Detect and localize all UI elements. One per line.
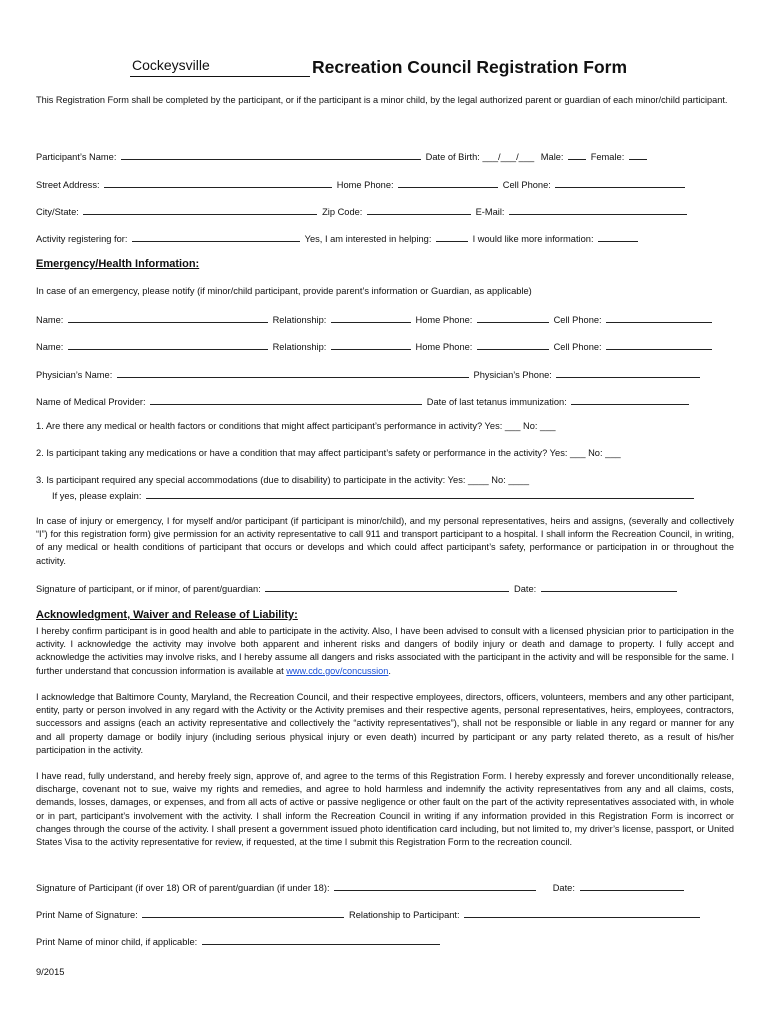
form-title: Recreation Council Registration Form xyxy=(312,57,628,77)
physician-row xyxy=(36,368,702,380)
participant-name-input[interactable] xyxy=(121,150,421,160)
question-3: 3. Is participant required any special accommodations (due to disability) to participate in the activity: Yes: ____ No: ____ xyxy=(36,475,530,485)
waiver-p1-end: . xyxy=(388,665,391,676)
participant-name-label: Participant’s Name: xyxy=(36,152,117,162)
email-input[interactable] xyxy=(509,205,687,215)
emergency-notify-text: In case of an emergency, please notify (if minor/child participant, provide parent’s information or Guardian, as applicable) xyxy=(36,286,532,296)
waiver-signature-input[interactable] xyxy=(334,881,536,891)
female-label: Female: xyxy=(590,152,625,162)
relationship-to-participant-label: Relationship to Participant: xyxy=(349,910,460,920)
contact2-name-input[interactable] xyxy=(68,340,268,350)
contact2-name-label: Name: xyxy=(36,342,64,352)
tetanus-label: Date of last tetanus immunization: xyxy=(426,397,567,407)
question-3-explain-input[interactable] xyxy=(146,489,694,499)
emergency-signature-input[interactable] xyxy=(265,582,509,592)
participant-name-row xyxy=(36,150,649,162)
email-label: E-Mail: xyxy=(475,207,505,217)
dob-label: Date of Birth: xyxy=(425,152,480,162)
waiver-p1-text: I hereby confirm participant is in good health and able to participate in the activity. Also, I have been advised to consult with a licensed physician prior to participation in the activity. I acknowledge the activity may involve both apparent and inherent risks and dangers of bodily injury or death and damage to property. I fully accept and acknowledge the activities may involve risks, and I hereby assume all dangers and risks associated with the participant in the activity and will be responsible for the same. I further understand that concussion information is available at xyxy=(36,626,734,676)
contact1-name-input[interactable] xyxy=(68,313,268,323)
provider-label: Name of Medical Provider: xyxy=(36,397,146,407)
question-2: 2. Is participant taking any medications or have a condition that may affect participant’s safety or performance in the activity? Yes: ___ No: ___ xyxy=(36,448,621,458)
waiver-date-label: Date: xyxy=(552,883,575,893)
more-info-label: I would like more information: xyxy=(472,234,594,244)
male-input[interactable] xyxy=(568,150,586,160)
emergency-consent-text: In case of injury or emergency, I for myself and/or participant (if participant is minor/child), and my personal representatives, heirs and assigns, (severally and collectively “I”) for this registration form) give permission for an activity representative to call 911 and transport participant to a hospital. I shall inform the Recreation Council, in writing, of any medical or health conditions of participant that occurs or develops and which could affect participant’s safety, performance or participation in or throughout the activity. xyxy=(36,516,734,566)
waiver-paragraph-1 xyxy=(36,625,734,678)
provider-row xyxy=(36,395,691,407)
street-row xyxy=(36,178,687,190)
activity-label: Activity registering for: xyxy=(36,234,128,244)
relationship-to-participant-input[interactable] xyxy=(464,908,700,918)
waiver-paragraph-3: I have read, fully understand, and hereby freely sign, approve of, and agree to the terms of this Registration Form. I hereby expressly and forever unconditionally release, discharge, covenant not to sue, waive my rights and remedies, and agree to hold harmless and indemnify the activity representatives from any and all claims, costs, demands, losses, damages, or expenses, and from all acts of active or passive negligence or other fault on the part of the activity representatives associated with, in whole or in part, participant’s involvement with the activity. I shall inform the Recreation Council in writing if any information provided in this Registration Form is incorrect or changes through the course of the activity. I shall present a government issued photo identification card including, but not limited to, my driver’s license, passport, or United States Visa to the activity representative for review, if requested, at the time I submit this Registration Form to the recreation council. xyxy=(36,771,734,848)
contact1-row xyxy=(36,313,714,325)
revision-date: 9/2015 xyxy=(36,967,65,977)
emergency-date-input[interactable] xyxy=(541,582,677,592)
dob-input[interactable]: ___/___/___ xyxy=(482,152,535,162)
waiver-paragraph-2: I acknowledge that Baltimore County, Maryland, the Recreation Council, and their respective employees, directors, officers, volunteers, members and any other participant, entity, party or person involved in any regard with the Activity or the Activity premises and their respective agents, personal representatives, heirs, employees, contractors, successors and assigns (each an activity representative and collectively the “activity representatives”), shall not be responsible or liable in any regard or manner for any and all property damage or bodily injury (including serious physical injury or even death) incurred by participant or any party related thereto, as a result of his/her participation in the activity. xyxy=(36,692,734,755)
emergency-date-label: Date: xyxy=(514,584,537,594)
waiver-date-input[interactable] xyxy=(580,881,684,891)
print-name-input[interactable] xyxy=(142,908,344,918)
location-value: Cockeysville xyxy=(132,57,210,73)
home-phone-input[interactable] xyxy=(398,178,498,188)
waiver-heading: Acknowledgment, Waiver and Release of Liability: xyxy=(36,609,298,621)
contact2-row xyxy=(36,340,714,352)
contact1-name-label: Name: xyxy=(36,315,64,325)
contact1-relationship-label: Relationship: xyxy=(272,315,327,325)
helping-label: Yes, I am interested in helping: xyxy=(304,234,432,244)
street-label: Street Address: xyxy=(36,180,100,190)
concussion-info-link[interactable]: www.cdc.gov/concussion xyxy=(286,665,389,676)
city-label: City/State: xyxy=(36,207,79,217)
waiver-signature-label: Signature of Participant (if over 18) OR of parent/guardian (if under 18): xyxy=(36,883,330,893)
emergency-signature-row xyxy=(36,582,679,594)
activity-input[interactable] xyxy=(132,232,300,242)
intro-text: This Registration Form shall be completed by the participant, or if the participant is a minor child, by the legal authorized parent or guardian of each minor/child participant. xyxy=(36,95,728,105)
cell-phone-input[interactable] xyxy=(555,178,685,188)
zip-input[interactable] xyxy=(367,205,471,215)
waiver-signature-row xyxy=(36,881,686,893)
question-3-explain-label: If yes, please explain: xyxy=(52,491,142,501)
contact1-cell-phone-input[interactable] xyxy=(606,313,712,323)
physician-phone-input[interactable] xyxy=(556,368,700,378)
physician-name-input[interactable] xyxy=(117,368,469,378)
tetanus-input[interactable] xyxy=(571,395,689,405)
city-row xyxy=(36,205,689,217)
contact1-home-phone-label: Home Phone: xyxy=(415,315,473,325)
helping-input[interactable] xyxy=(436,232,468,242)
contact2-home-phone-input[interactable] xyxy=(477,340,549,350)
contact1-cell-phone-label: Cell Phone: xyxy=(553,315,602,325)
home-phone-label: Home Phone: xyxy=(336,180,394,190)
female-input[interactable] xyxy=(629,150,647,160)
emergency-heading: Emergency/Health Information: xyxy=(36,258,200,270)
physician-phone-label: Physician’s Phone: xyxy=(473,370,552,380)
emergency-signature-label: Signature of participant, or if minor, of parent/guardian: xyxy=(36,584,261,594)
contact1-relationship-input[interactable] xyxy=(331,313,411,323)
contact2-home-phone-label: Home Phone: xyxy=(415,342,473,352)
minor-name-label: Print Name of minor child, if applicable: xyxy=(36,937,198,947)
male-label: Male: xyxy=(540,152,564,162)
question-3-explain-row xyxy=(52,489,696,501)
contact2-cell-phone-input[interactable] xyxy=(606,340,712,350)
contact2-cell-phone-label: Cell Phone: xyxy=(553,342,602,352)
minor-name-row xyxy=(36,935,442,947)
more-info-input[interactable] xyxy=(598,232,638,242)
location-field[interactable] xyxy=(130,57,310,77)
activity-row xyxy=(36,232,640,244)
contact1-home-phone-input[interactable] xyxy=(477,313,549,323)
contact2-relationship-input[interactable] xyxy=(331,340,411,350)
cell-phone-label: Cell Phone: xyxy=(502,180,551,190)
minor-name-input[interactable] xyxy=(202,935,440,945)
city-input[interactable] xyxy=(83,205,317,215)
zip-label: Zip Code: xyxy=(322,207,363,217)
contact2-relationship-label: Relationship: xyxy=(272,342,327,352)
print-name-row xyxy=(36,908,702,920)
print-name-label: Print Name of Signature: xyxy=(36,910,138,920)
question-1: 1. Are there any medical or health factors or conditions that might affect participant’s performance in activity? Yes: ___ No: ___ xyxy=(36,421,556,431)
physician-name-label: Physician’s Name: xyxy=(36,370,113,380)
provider-input[interactable] xyxy=(150,395,422,405)
street-input[interactable] xyxy=(104,178,332,188)
